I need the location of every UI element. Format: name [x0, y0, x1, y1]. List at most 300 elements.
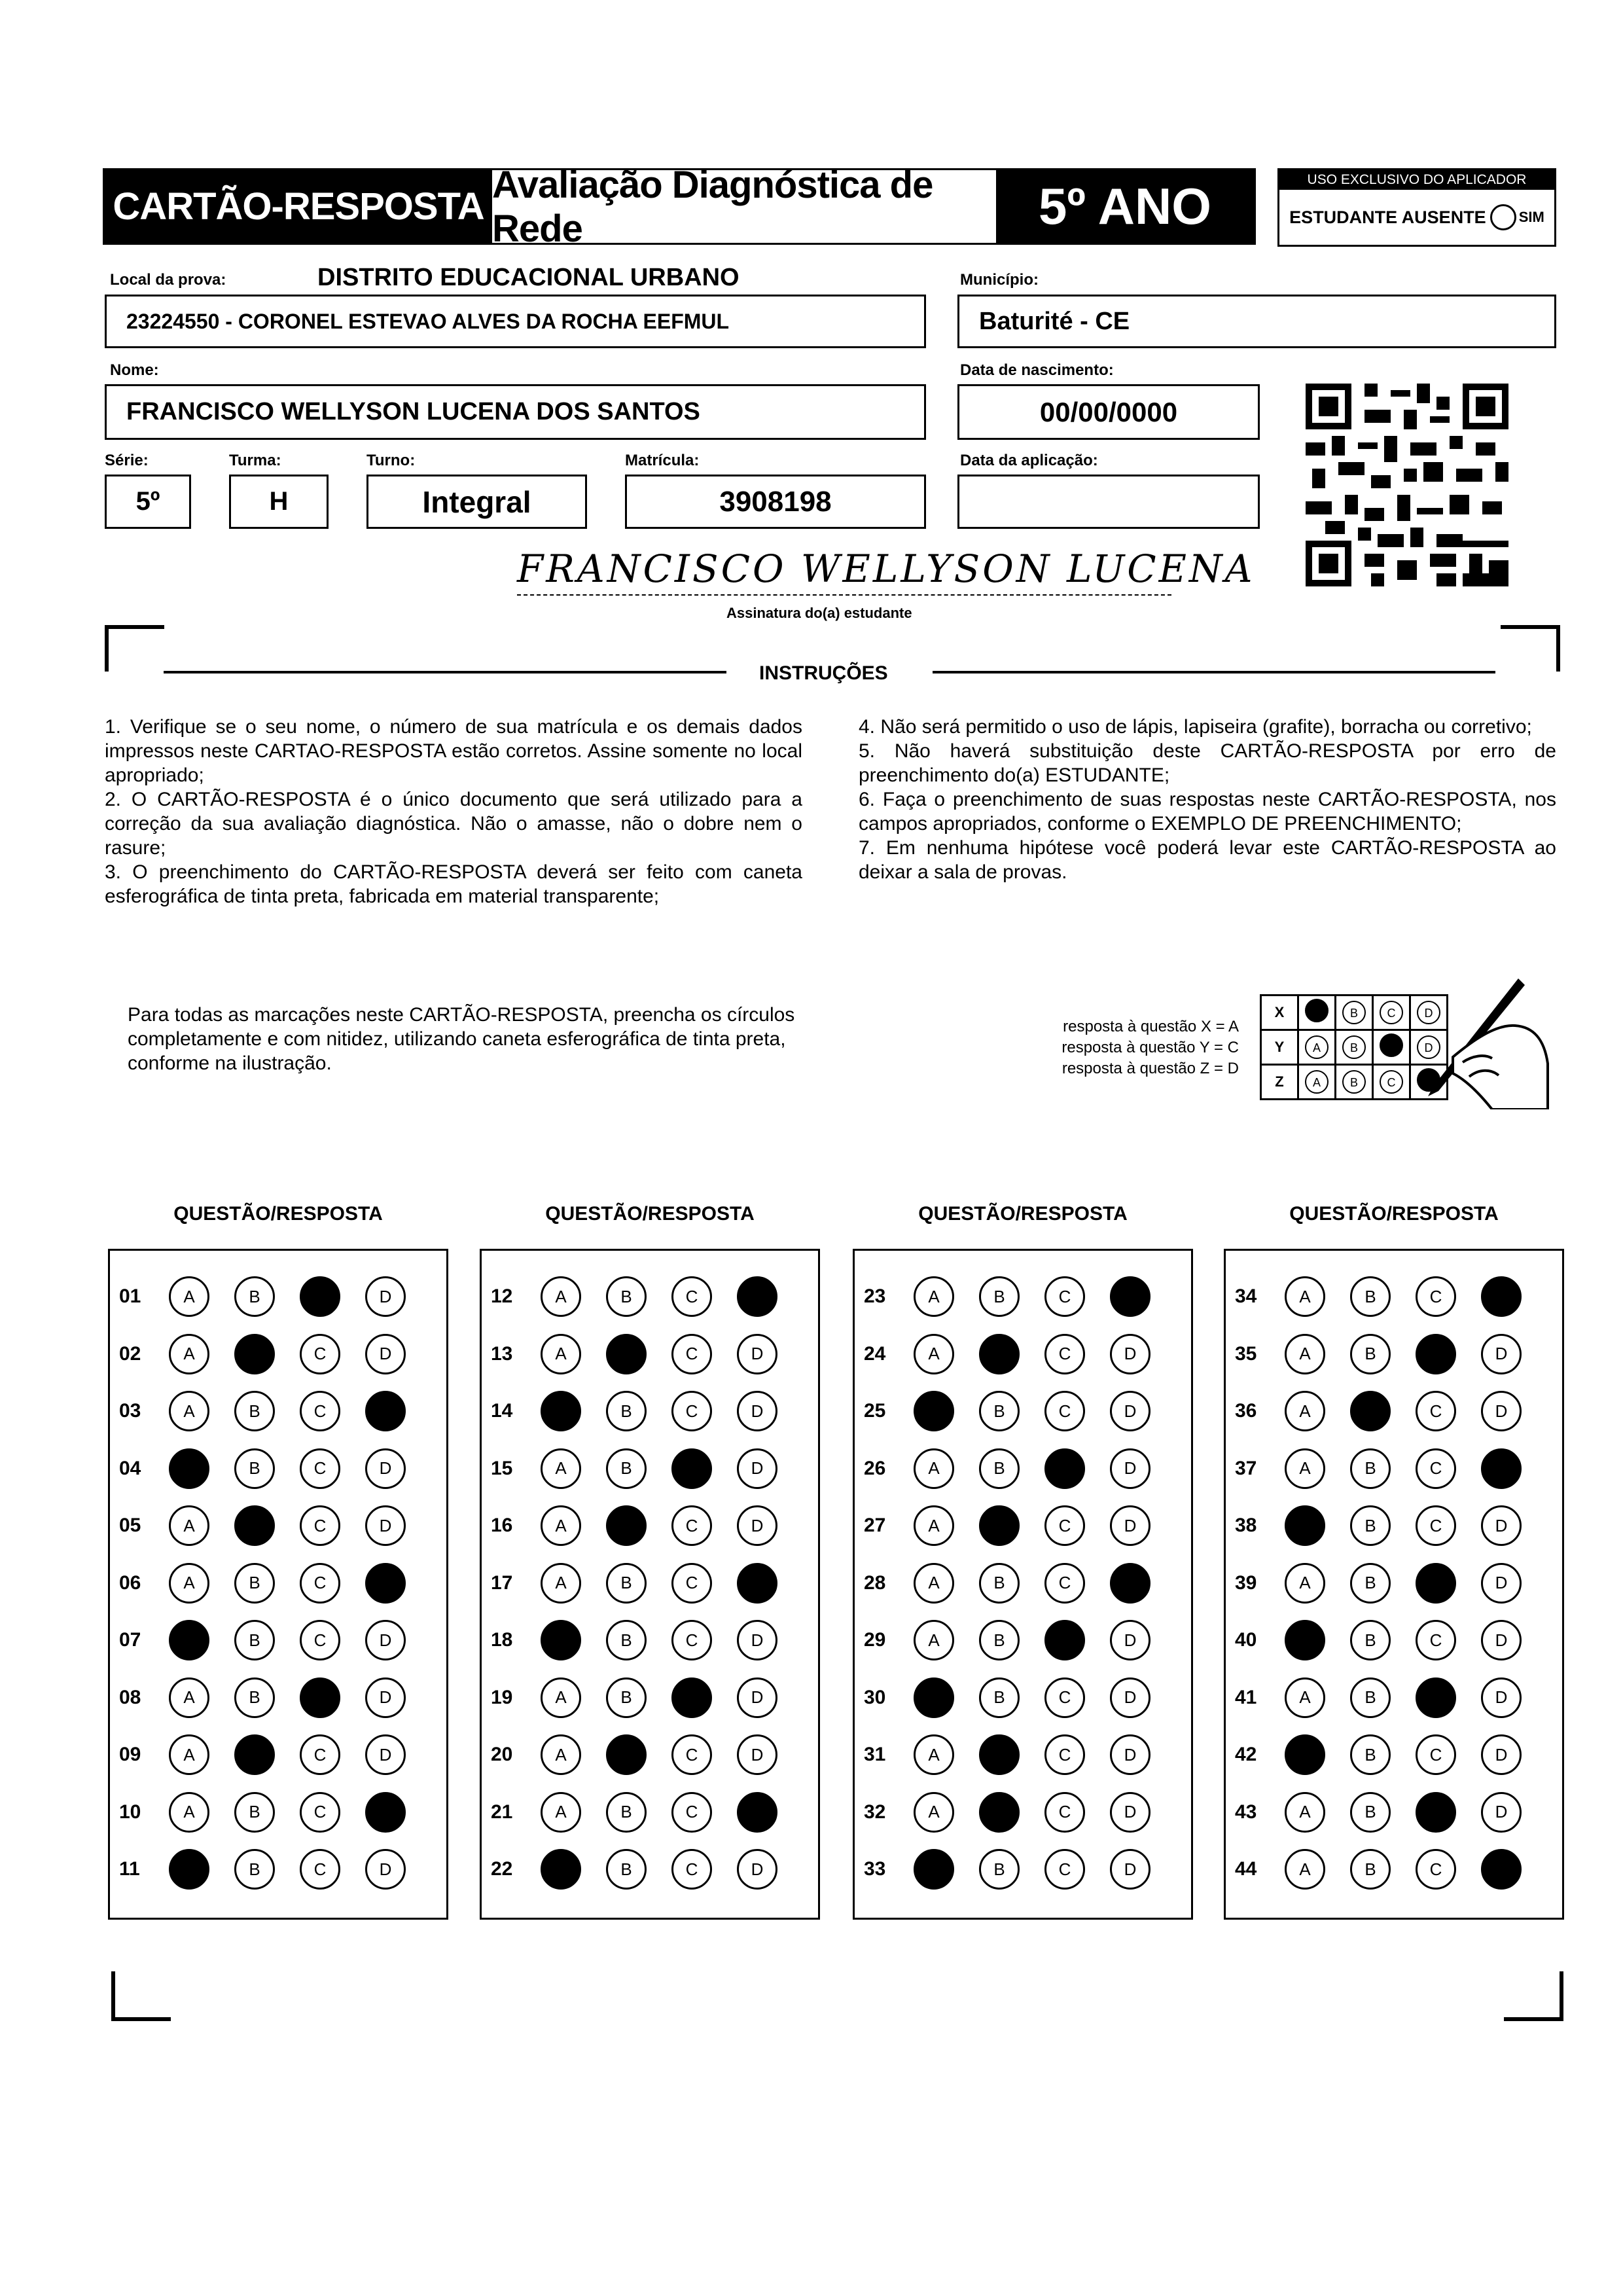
answer-bubble-a[interactable] [1285, 1505, 1325, 1546]
answer-bubble-d[interactable] [365, 1391, 406, 1431]
answer-bubble-c[interactable]: C [1044, 1849, 1085, 1890]
question-number: 24 [864, 1342, 886, 1365]
corner-mark-bottom-left [111, 1971, 171, 2021]
answer-bubble-a[interactable] [914, 1677, 954, 1718]
question-number: 12 [491, 1285, 513, 1307]
question-number: 05 [119, 1515, 141, 1536]
answer-bubble-c[interactable]: C [671, 1334, 712, 1374]
answer-bubble-d[interactable] [365, 1792, 406, 1833]
answer-bubble-c[interactable]: C [1416, 1448, 1456, 1489]
answer-bubble-d[interactable] [1481, 1448, 1522, 1489]
answer-bubble-a[interactable]: A [541, 1677, 581, 1718]
question-number: 10 [119, 1801, 141, 1823]
answer-bubble-d[interactable]: D [1481, 1505, 1522, 1546]
answer-bubble-a[interactable]: A [541, 1448, 581, 1489]
answer-bubble-a[interactable]: A [914, 1563, 954, 1604]
answer-bubble-a[interactable]: A [169, 1734, 209, 1775]
question-number: 38 [1235, 1515, 1257, 1536]
answer-bubble-a[interactable]: A [914, 1620, 954, 1660]
answers-column-header: QUESTÃO/RESPOSTA [918, 1203, 1128, 1225]
question-row [110, 1325, 446, 1383]
answer-bubble-c[interactable]: C [1044, 1276, 1085, 1317]
aplicacao-field[interactable] [957, 475, 1260, 529]
answer-bubble-c[interactable]: C [671, 1620, 712, 1660]
answer-bubble-d[interactable]: D [737, 1620, 777, 1660]
question-number: 35 [1235, 1342, 1257, 1365]
answer-bubble-a[interactable] [169, 1448, 209, 1489]
question-row [1226, 1440, 1562, 1498]
answer-bubble-b[interactable]: B [234, 1563, 275, 1604]
corner-mark-top-right [1501, 625, 1560, 672]
turno-field [366, 475, 587, 529]
question-number: 19 [491, 1686, 513, 1708]
answers-column-header: QUESTÃO/RESPOSTA [1289, 1203, 1499, 1225]
answer-bubble-b[interactable]: B [234, 1849, 275, 1890]
answer-bubble-c[interactable]: C [300, 1391, 340, 1431]
aplicacao-label: Data da aplicação: [960, 452, 1098, 469]
instructions-rule-left [164, 671, 726, 673]
answer-bubble-b[interactable] [1350, 1391, 1391, 1431]
answer-bubble-d[interactable]: D [1481, 1563, 1522, 1604]
card-title: CARTÃO-RESPOSTA [105, 170, 492, 243]
question-number: 31 [864, 1744, 886, 1765]
answer-bubble-c[interactable]: C [1416, 1734, 1456, 1775]
example-cell [1373, 1030, 1410, 1065]
answer-bubble-b[interactable]: B [979, 1448, 1020, 1489]
example-cell [1336, 1065, 1373, 1100]
example-cell [1298, 1030, 1336, 1065]
question-number: 13 [491, 1342, 513, 1365]
nascimento-field [957, 384, 1260, 440]
question-number: 28 [864, 1571, 886, 1594]
question-number: 20 [491, 1744, 513, 1765]
answer-bubble-b[interactable] [234, 1734, 275, 1775]
question-row [1226, 1382, 1562, 1440]
answer-bubble-c[interactable] [1044, 1448, 1085, 1489]
question-row [1226, 1611, 1562, 1669]
question-number: 43 [1235, 1801, 1257, 1823]
answer-bubble-b[interactable]: B [606, 1276, 647, 1317]
answer-bubble-d[interactable]: D [737, 1334, 777, 1374]
turno-label: Turno: [366, 452, 416, 469]
nome-field [105, 384, 926, 440]
absent-yes-label: SIM [1518, 209, 1544, 225]
answer-bubble-c[interactable]: C [300, 1792, 340, 1833]
question-row [855, 1784, 1191, 1841]
answer-bubble-c[interactable]: C [300, 1448, 340, 1489]
answer-bubble-c[interactable]: C [1416, 1849, 1456, 1890]
question-row [110, 1611, 446, 1669]
question-row [110, 1840, 446, 1898]
answer-bubble-b[interactable]: B [234, 1448, 275, 1489]
answer-bubble-c[interactable]: C [671, 1849, 712, 1890]
answer-bubble-b[interactable]: B [606, 1792, 647, 1833]
answer-bubble-a[interactable]: A [1285, 1792, 1325, 1833]
question-number: 27 [864, 1515, 886, 1536]
answer-bubble-b[interactable]: B [1350, 1563, 1391, 1604]
answer-bubble-a[interactable]: A [169, 1563, 209, 1604]
answer-bubble-d[interactable]: D [737, 1391, 777, 1431]
answer-bubble-c[interactable]: C [1416, 1391, 1456, 1431]
answer-bubble-a[interactable]: A [1285, 1849, 1325, 1890]
question-number: 11 [119, 1858, 140, 1880]
example-option-a [1305, 999, 1329, 1022]
answer-bubble-d[interactable] [737, 1276, 777, 1317]
answer-bubble-b[interactable] [234, 1334, 275, 1374]
answer-bubble-a[interactable] [169, 1620, 209, 1660]
answer-bubble-a[interactable]: A [541, 1334, 581, 1374]
question-number: 08 [119, 1686, 141, 1708]
absent-label: ESTUDANTE AUSENTE [1289, 207, 1486, 227]
question-number: 44 [1235, 1858, 1257, 1880]
nome-label: Nome: [110, 361, 159, 379]
question-row [855, 1268, 1191, 1325]
answer-bubble-a[interactable]: A [1285, 1448, 1325, 1489]
answer-bubble-c[interactable]: C [1044, 1391, 1085, 1431]
question-number: 15 [491, 1457, 513, 1479]
serie-value: 5º [135, 487, 160, 516]
answer-bubble-a[interactable]: A [541, 1276, 581, 1317]
example-cell [1336, 1030, 1373, 1065]
qr-code [1306, 384, 1508, 586]
question-row [110, 1382, 446, 1440]
answer-bubble-d[interactable]: D [1481, 1677, 1522, 1718]
answer-bubble-c[interactable] [300, 1276, 340, 1317]
corner-mark-bottom-right [1504, 1971, 1563, 2021]
question-number: 04 [119, 1457, 141, 1479]
question-number: 17 [491, 1571, 513, 1594]
answer-bubble-b[interactable]: B [606, 1849, 647, 1890]
answer-bubble-c[interactable] [1416, 1677, 1456, 1718]
answer-bubble-a[interactable] [1285, 1734, 1325, 1775]
answer-bubble-d[interactable]: D [1110, 1620, 1150, 1660]
answer-bubble-a[interactable]: A [169, 1677, 209, 1718]
instructions-right: 4. Não será permitido o uso de lápis, lapiseira (grafite), borracha ou corretivo; 5. Não haverá substituição deste CARTÃO-RESPOSTA por erro de preenchimento do(a) ESTUDANTE; 6. Faça o preenchimento de suas respostas neste CARTÃO-RESPOSTA, nos campos apropriados, conforme o EXEMPLO DE PREENCHIMENTO; 7. Em nenhuma hipótese você poderá levar este CARTÃO-RESPOSTA ao deixar a sala de provas. [859, 716, 1556, 883]
example-line-x: resposta à questão X = A [1063, 1018, 1239, 1035]
answer-bubble-c[interactable]: C [300, 1620, 340, 1660]
answer-bubble-d[interactable] [1110, 1276, 1150, 1317]
answer-bubble-c[interactable]: C [671, 1792, 712, 1833]
answer-bubble-d[interactable]: D [1110, 1792, 1150, 1833]
answer-bubble-c[interactable]: C [671, 1276, 712, 1317]
answer-bubble-d[interactable]: D [365, 1849, 406, 1890]
answer-bubble-b[interactable]: B [1350, 1276, 1391, 1317]
answer-bubble-d[interactable]: D [365, 1505, 406, 1546]
answer-bubble-c[interactable] [1044, 1620, 1085, 1660]
question-number: 23 [864, 1285, 886, 1307]
answer-bubble-a[interactable]: A [169, 1276, 209, 1317]
answer-bubble-c[interactable]: C [1044, 1334, 1085, 1374]
answer-bubble-b[interactable]: B [234, 1792, 275, 1833]
answer-bubble-d[interactable]: D [1481, 1334, 1522, 1374]
answer-bubble-c[interactable]: C [300, 1849, 340, 1890]
question-number: 03 [119, 1400, 141, 1422]
answer-bubble-d[interactable] [1110, 1563, 1150, 1604]
answer-bubble-d[interactable]: D [737, 1849, 777, 1890]
answer-bubble-a[interactable]: A [541, 1505, 581, 1546]
example-option-d: D [1417, 1001, 1440, 1024]
answer-bubble-d[interactable]: D [1481, 1792, 1522, 1833]
example-cell [1298, 1065, 1336, 1100]
answer-bubble-c[interactable]: C [1416, 1505, 1456, 1546]
question-number: 16 [491, 1515, 513, 1536]
example-row-label: X [1261, 996, 1298, 1030]
absent-checkbox[interactable] [1490, 204, 1516, 230]
answer-bubble-b[interactable] [234, 1505, 275, 1546]
answer-bubble-a[interactable]: A [541, 1792, 581, 1833]
answer-bubble-a[interactable]: A [169, 1334, 209, 1374]
answer-bubble-a[interactable]: A [914, 1448, 954, 1489]
answer-bubble-d[interactable]: D [737, 1677, 777, 1718]
answer-bubble-b[interactable] [979, 1334, 1020, 1374]
question-row [482, 1440, 818, 1498]
answer-bubble-c[interactable]: C [1416, 1620, 1456, 1660]
answer-bubble-b[interactable]: B [1350, 1334, 1391, 1374]
answer-bubble-d[interactable]: D [365, 1677, 406, 1718]
question-number: 39 [1235, 1571, 1257, 1594]
answer-bubble-c[interactable] [1416, 1792, 1456, 1833]
answer-bubble-b[interactable]: B [234, 1677, 275, 1718]
answers-column [1224, 1249, 1564, 1920]
answer-bubble-b[interactable] [979, 1505, 1020, 1546]
question-row [1226, 1325, 1562, 1383]
question-number: 34 [1235, 1285, 1257, 1307]
answer-bubble-b[interactable]: B [979, 1391, 1020, 1431]
answer-bubble-b[interactable] [979, 1792, 1020, 1833]
answer-bubble-d[interactable] [365, 1563, 406, 1604]
answer-bubble-d[interactable]: D [1481, 1391, 1522, 1431]
answer-bubble-b[interactable]: B [979, 1849, 1020, 1890]
answer-bubble-a[interactable] [541, 1849, 581, 1890]
question-number: 07 [119, 1629, 141, 1651]
answer-bubble-d[interactable]: D [1481, 1620, 1522, 1660]
example-option-b: B [1342, 1001, 1366, 1024]
question-row [855, 1325, 1191, 1383]
local-label: Local da prova: [110, 271, 226, 289]
answer-bubble-b[interactable] [979, 1734, 1020, 1775]
example-option-c: C [1380, 1070, 1403, 1094]
answer-bubble-c[interactable] [1416, 1334, 1456, 1374]
answer-bubble-d[interactable]: D [737, 1734, 777, 1775]
answer-bubble-c[interactable]: C [671, 1563, 712, 1604]
question-row [855, 1497, 1191, 1554]
answer-bubble-b[interactable]: B [606, 1677, 647, 1718]
answer-bubble-b[interactable]: B [234, 1391, 275, 1431]
question-number: 21 [491, 1801, 513, 1823]
answer-bubble-d[interactable] [737, 1563, 777, 1604]
answer-bubble-d[interactable]: D [1110, 1734, 1150, 1775]
example-option-d: D [1417, 1035, 1440, 1059]
answer-bubble-c[interactable] [300, 1677, 340, 1718]
answer-bubble-a[interactable] [1285, 1620, 1325, 1660]
answer-bubble-d[interactable]: D [737, 1448, 777, 1489]
question-row [1226, 1497, 1562, 1554]
answer-bubble-b[interactable]: B [1350, 1620, 1391, 1660]
matricula-label: Matrícula: [625, 452, 700, 469]
answer-bubble-c[interactable]: C [300, 1505, 340, 1546]
question-row [1226, 1840, 1562, 1898]
answer-bubble-c[interactable]: C [671, 1734, 712, 1775]
pen-hand-icon [1407, 978, 1551, 1109]
answer-bubble-a[interactable]: A [914, 1734, 954, 1775]
card-header [103, 163, 1256, 250]
answer-bubble-c[interactable]: C [1044, 1677, 1085, 1718]
matricula-value: 3908198 [719, 485, 832, 518]
answer-bubble-b[interactable]: B [1350, 1849, 1391, 1890]
answer-bubble-d[interactable]: D [737, 1505, 777, 1546]
nome-value: FRANCISCO WELLYSON LUCENA DOS SANTOS [126, 398, 700, 425]
answer-bubble-b[interactable]: B [234, 1276, 275, 1317]
answer-bubble-a[interactable] [541, 1391, 581, 1431]
answer-bubble-d[interactable] [1481, 1849, 1522, 1890]
answer-bubble-a[interactable]: A [1285, 1334, 1325, 1374]
answer-bubble-b[interactable] [606, 1334, 647, 1374]
example-option-c [1380, 1033, 1403, 1057]
question-number: 29 [864, 1629, 886, 1651]
answer-bubble-c[interactable]: C [1044, 1563, 1085, 1604]
answer-bubble-d[interactable]: D [1110, 1505, 1150, 1546]
answer-bubble-c[interactable]: C [1416, 1276, 1456, 1317]
question-row [482, 1726, 818, 1784]
example-legend [1023, 1016, 1239, 1079]
answer-bubble-b[interactable] [606, 1734, 647, 1775]
question-row [855, 1382, 1191, 1440]
answers-column [480, 1249, 820, 1920]
question-number: 37 [1235, 1457, 1257, 1479]
answer-bubble-d[interactable]: D [365, 1620, 406, 1660]
answer-bubble-c[interactable]: C [300, 1734, 340, 1775]
question-number: 14 [491, 1400, 513, 1422]
question-number: 32 [864, 1801, 886, 1823]
question-row [855, 1440, 1191, 1498]
question-number: 42 [1235, 1744, 1257, 1765]
answer-bubble-d[interactable]: D [365, 1448, 406, 1489]
question-row [855, 1840, 1191, 1898]
answers-column-header: QUESTÃO/RESPOSTA [173, 1203, 383, 1225]
answer-bubble-a[interactable]: A [541, 1563, 581, 1604]
matricula-field [625, 475, 926, 529]
answer-bubble-a[interactable]: A [541, 1734, 581, 1775]
answer-bubble-c[interactable]: C [671, 1391, 712, 1431]
answer-bubble-a[interactable] [914, 1391, 954, 1431]
answer-bubble-b[interactable]: B [1350, 1734, 1391, 1775]
answer-bubble-b[interactable]: B [1350, 1505, 1391, 1546]
question-row [1226, 1554, 1562, 1612]
answer-bubble-a[interactable]: A [1285, 1677, 1325, 1718]
applicator-box [1277, 168, 1556, 247]
answer-bubble-a[interactable]: A [914, 1276, 954, 1317]
corner-mark-top-left [105, 625, 164, 672]
example-option-a: A [1305, 1035, 1329, 1059]
answer-bubble-d[interactable] [737, 1792, 777, 1833]
answer-bubble-d[interactable]: D [365, 1334, 406, 1374]
example-cell [1373, 996, 1410, 1030]
question-row [482, 1840, 818, 1898]
signature-label: Assinatura do(a) estudante [726, 605, 912, 621]
answer-bubble-c[interactable]: C [300, 1334, 340, 1374]
answer-bubble-a[interactable]: A [914, 1334, 954, 1374]
answers-column [108, 1249, 448, 1920]
answer-bubble-d[interactable]: D [365, 1734, 406, 1775]
serie-field [105, 475, 191, 529]
answer-bubble-a[interactable]: A [1285, 1276, 1325, 1317]
municipio-field [957, 295, 1556, 348]
question-row [1226, 1669, 1562, 1727]
answer-bubble-a[interactable] [914, 1849, 954, 1890]
answer-bubble-b[interactable]: B [979, 1677, 1020, 1718]
answer-bubble-d[interactable]: D [1110, 1391, 1150, 1431]
answer-bubble-a[interactable] [169, 1849, 209, 1890]
answer-bubble-d[interactable]: D [1110, 1849, 1150, 1890]
answer-bubble-a[interactable]: A [169, 1505, 209, 1546]
question-number: 06 [119, 1571, 141, 1594]
question-row [1226, 1726, 1562, 1784]
answer-bubble-d[interactable]: D [1110, 1677, 1150, 1718]
answer-bubble-c[interactable]: C [300, 1563, 340, 1604]
answer-bubble-a[interactable]: A [169, 1391, 209, 1431]
question-row [110, 1497, 446, 1554]
answer-bubble-b[interactable]: B [1350, 1448, 1391, 1489]
answer-bubble-a[interactable]: A [1285, 1563, 1325, 1604]
answer-bubble-b[interactable]: B [979, 1276, 1020, 1317]
applicator-title: USO EXCLUSIVO DO APLICADOR [1279, 170, 1554, 190]
answer-bubble-d[interactable]: D [1481, 1734, 1522, 1775]
answer-bubble-a[interactable]: A [169, 1792, 209, 1833]
answer-bubble-a[interactable]: A [914, 1792, 954, 1833]
question-row [1226, 1268, 1562, 1325]
answer-bubble-d[interactable]: D [365, 1276, 406, 1317]
answer-bubble-b[interactable]: B [606, 1391, 647, 1431]
answer-bubble-a[interactable]: A [914, 1505, 954, 1546]
school-value: 23224550 - CORONEL ESTEVAO ALVES DA ROCHA EEFMUL [126, 309, 730, 333]
example-option-b: B [1342, 1035, 1366, 1059]
answer-bubble-a[interactable] [541, 1620, 581, 1660]
turma-field [229, 475, 329, 529]
answer-bubble-d[interactable]: D [1110, 1334, 1150, 1374]
example-row-label: Z [1261, 1065, 1298, 1100]
answer-bubble-b[interactable]: B [234, 1620, 275, 1660]
question-number: 09 [119, 1744, 141, 1765]
answer-bubble-a[interactable]: A [1285, 1391, 1325, 1431]
question-row [482, 1268, 818, 1325]
answer-bubble-d[interactable]: D [1110, 1448, 1150, 1489]
municipio-value: Baturité - CE [979, 307, 1130, 335]
answer-bubble-c[interactable]: C [1044, 1792, 1085, 1833]
question-row [482, 1611, 818, 1669]
answer-bubble-b[interactable]: B [979, 1563, 1020, 1604]
answer-bubble-b[interactable]: B [1350, 1792, 1391, 1833]
answer-bubble-c[interactable] [671, 1448, 712, 1489]
answer-bubble-d[interactable] [1481, 1276, 1522, 1317]
answer-bubble-c[interactable] [671, 1677, 712, 1718]
answer-bubble-b[interactable] [606, 1505, 647, 1546]
answer-bubble-c[interactable]: C [1044, 1734, 1085, 1775]
question-row [1226, 1784, 1562, 1841]
answer-bubble-c[interactable]: C [671, 1505, 712, 1546]
answer-bubble-b[interactable]: B [606, 1563, 647, 1604]
turma-value: H [269, 487, 289, 516]
answer-bubble-b[interactable]: B [606, 1448, 647, 1489]
answer-bubble-c[interactable] [1416, 1563, 1456, 1604]
answer-bubble-b[interactable]: B [1350, 1677, 1391, 1718]
answer-bubble-b[interactable]: B [979, 1620, 1020, 1660]
question-row [482, 1669, 818, 1727]
municipio-label: Município: [960, 271, 1039, 289]
question-row [110, 1440, 446, 1498]
answer-bubble-c[interactable]: C [1044, 1505, 1085, 1546]
example-option-b: B [1342, 1070, 1366, 1094]
answer-bubble-b[interactable]: B [606, 1620, 647, 1660]
